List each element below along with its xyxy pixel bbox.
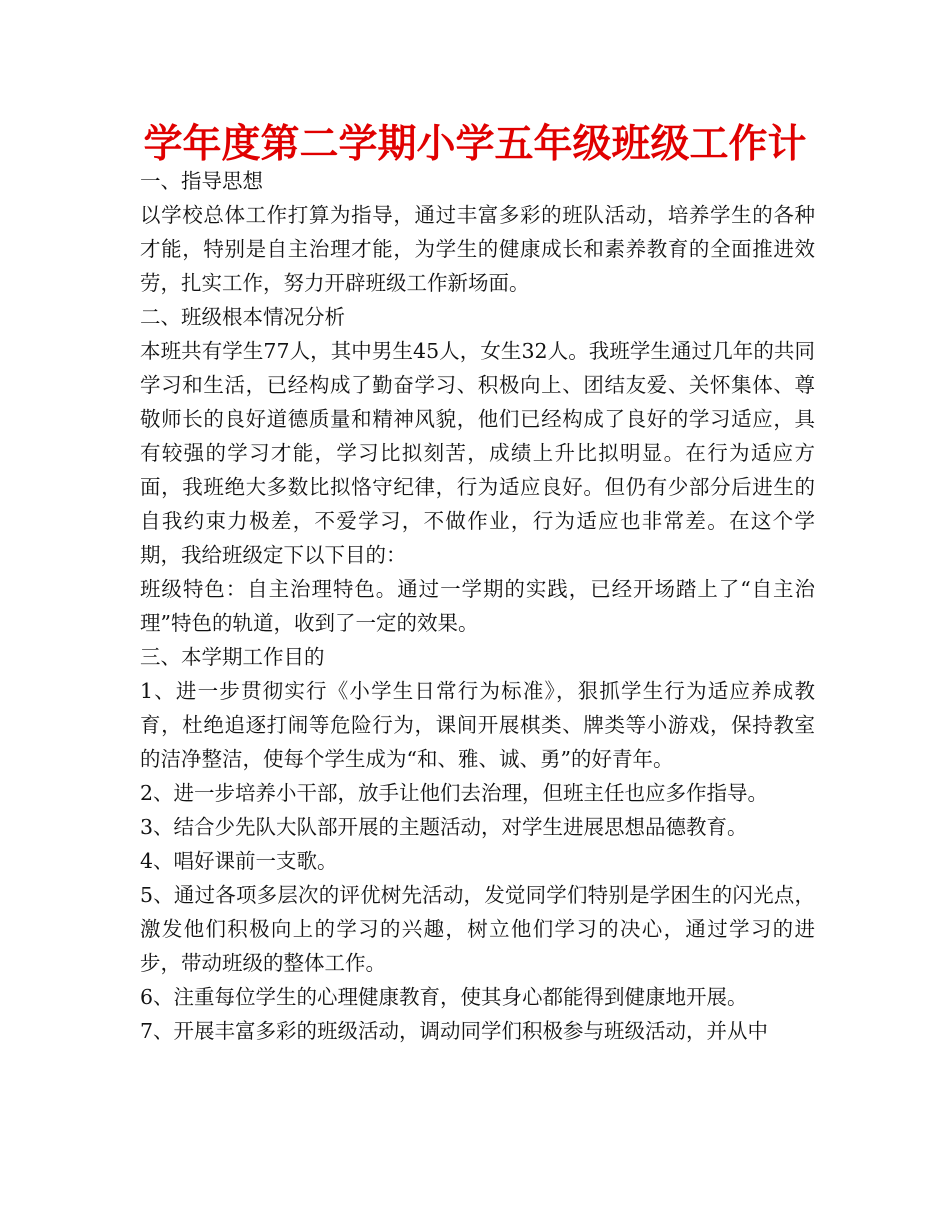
document-body bbox=[140, 164, 815, 1048]
goal-item-6: 6、注重每位学生的心理健康教育，使其身心都能得到健康地开展。 bbox=[140, 985, 748, 1009]
paragraph-class-feature: 班级特色：自主治理特色。通过一学期的实践，已经开场踏上了“自主治理”特色的轨道，收到了一定的效果。 bbox=[140, 577, 815, 635]
goal-item-2: 2、进一步培养小干部，放手让他们去治理，但班主任也应多作指导。 bbox=[140, 781, 769, 805]
section-heading-class-analysis: 二、班级根本情况分析 bbox=[140, 305, 345, 329]
goal-item-4: 4、唱好课前一支歌。 bbox=[140, 849, 338, 873]
paragraph-guiding-thought: 以学校总体工作打算为指导，通过丰富多彩的班队活动，培养学生的各种才能，特别是自主治理才能，为学生的健康成长和素养教育的全面推进效劳，扎实工作，努力开辟班级工作新场面。 bbox=[140, 203, 815, 295]
document-title: 学年度第二学期小学五年级班级工作计 bbox=[143, 122, 807, 167]
paragraph-class-analysis: 本班共有学生77人，其中男生45人，女生32人。我班学生通过几年的共同学习和生活，已经构成了勤奋学习、积极向上、团结友爱、关怀集体、尊敬师长的良好道德质量和精神风貌，他们已经构成了良好的学习适应，具有较强的学习才能，学习比拟刻苦，成绩上升比拟明显。在行为适应方面，我班绝大多数比拟恪守纪律，行为适应良好。但仍有少部分后进生的自我约束力极差，不爱学习，不做作业，行为适应也非常差。在这个学期，我给班级定下以下目的： bbox=[140, 339, 815, 567]
goal-item-1: 1、进一步贯彻实行《小学生日常行为标准》，狠抓学生行为适应养成教育，杜绝追逐打闹等危险行为，课间开展棋类、牌类等小游戏，保持教室的洁净整洁，使每个学生成为“和、雅、诚、勇”的好青年。 bbox=[140, 679, 815, 771]
goal-item-7: 7、开展丰富多彩的班级活动，调动同学们积极参与班级活动，并从中 bbox=[140, 1019, 769, 1043]
goal-item-5: 5、通过各项多层次的评优树先活动，发觉同学们特别是学困生的闪光点，激发他们积极向上的学习的兴趣，树立他们学习的决心，通过学习的进步，带动班级的整体工作。 bbox=[140, 883, 815, 975]
goal-item-3: 3、结合少先队大队部开展的主题活动，对学生进展思想品德教育。 bbox=[140, 815, 748, 839]
section-heading-guiding-thought: 一、指导思想 bbox=[140, 169, 263, 193]
section-heading-semester-goals: 三、本学期工作目的 bbox=[140, 645, 325, 669]
